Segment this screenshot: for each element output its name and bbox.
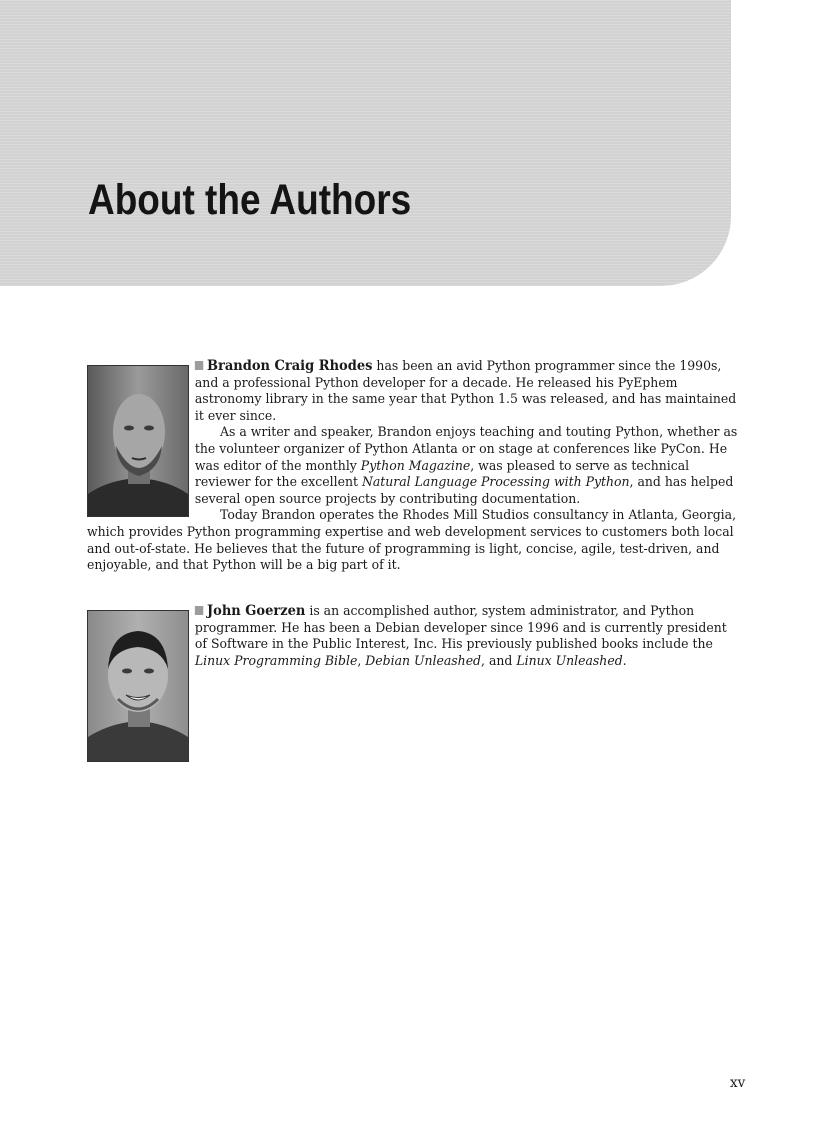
bio-paragraph: Today Brandon operates the Rhodes Mill Studios consultancy in Atlanta, Georgia, which provides Python programming expertise and web development services to customers both local and out-of-state. He believes that the future of programming is light, concise, agile, test-driven, and enjoyable, and that Python will be a big part of it. [87,508,737,574]
header-band [0,0,731,286]
bullet-square-icon [195,361,203,370]
bio-paragraph: John Goerzen is an accomplished author, system administrator, and Python programmer. He has been a Debian developer since 1996 and is currently president of Software in the Public Interest, Inc. His previously published books include the Linux Programming Bible, Debian Unleashed, and Linux Unleashed. [194,603,727,669]
page-number: xv [730,1075,746,1091]
bio-paragraph: As a writer and speaker, Brandon enjoys teaching and touting Python, whether as the volunteer organizer of Python Atlanta or on stage at conferences like PyCon. He was editor of the monthly Python Magazine, was pleased to serve as technical reviewer for the excellent Natural Language Processing with Python, and has helped several open source projects by contributing documentation. [194,425,738,507]
author-bio-john-goerzen [87,603,739,762]
bullet-square-icon [195,606,203,615]
bio-paragraph: Brandon Craig Rhodes has been an avid Python programmer since the 1990s, and a professional Python developer for a decade. He released his PyEphem astronomy library in the same year that Python 1.5 was released, and has maintained it ever since. [194,358,737,424]
page-title: About the Authors [88,176,412,224]
author-name: John Goerzen [206,603,306,619]
author-name: Brandon Craig Rhodes [206,358,373,374]
author-bio-brandon-rhodes [87,358,739,575]
